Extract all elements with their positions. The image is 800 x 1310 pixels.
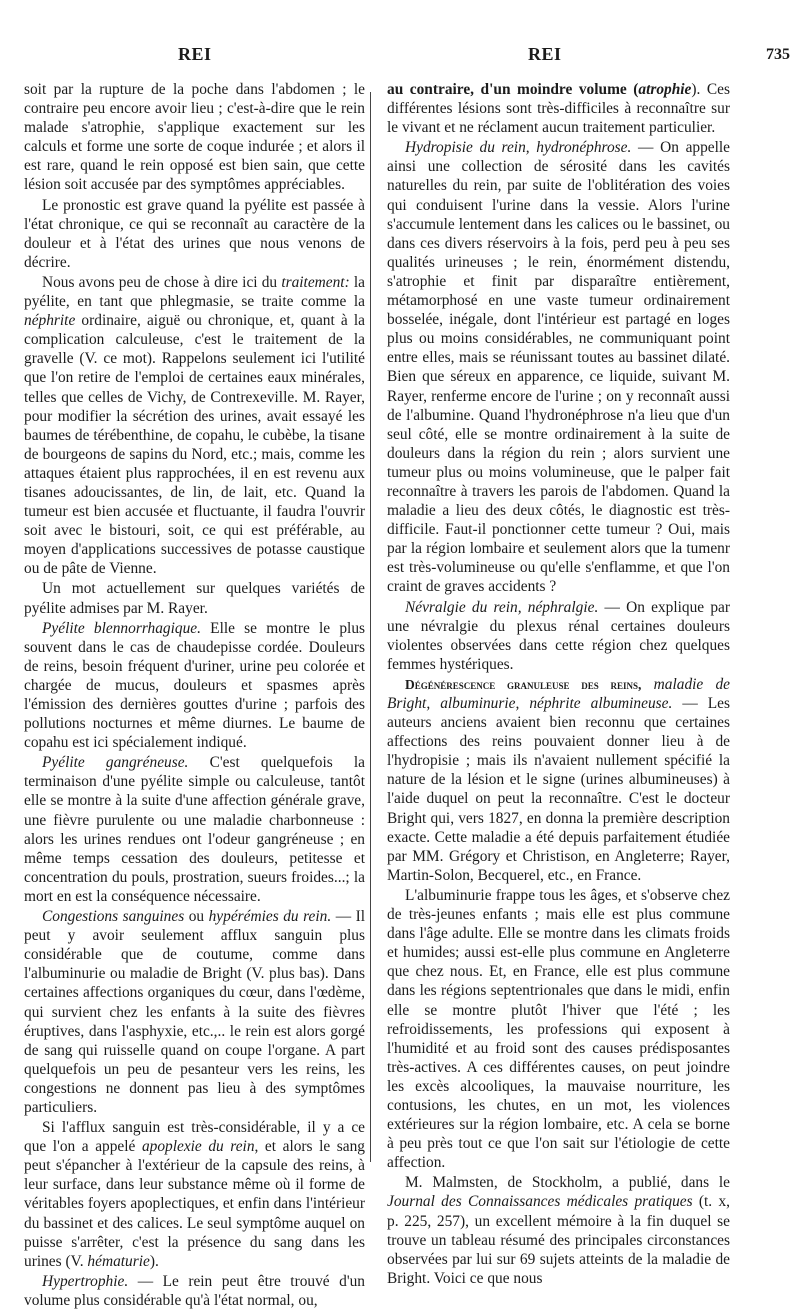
section-heading: Dégénérescence granuleuse des reins,: [405, 676, 642, 692]
paragraph: Un mot actuellement sur quelques variétés de pyélite admises par M. Rayer.: [24, 580, 365, 617]
paragraph: Nous avons peu de chose à dire ici du traitement: la pyélite, en tant que phlegmasie, se traite comme la néphrite ordinaire, aiguë ou chronique, et, quant à la complication calculeuse, c'est le traitement de la gravelle (V. ce mot). Rappelons seulement ici l'utilité que l'on retire de l'emploi de certaines eaux minérales, telles que celles de Vichy, de Contrexeville. M. Rayer, pour modifier la sécrétion des urines, avait essayé les baumes de térébenthine, de copahu, le cubèbe, la tisane de bourgeons de sapins du Nord, etc.; mais, comme les attaques étaient plus rapprochées, il en est revenu aux tisanes adoucissantes, de lin, de lait, etc. Quand la tumeur est bien accusée et fluctuante, il faudra l'ouvrir soit avec le bistouri, soit, ce qui est préférable, au moyen d'applications successives de potasse caustique ou de pâte de Vienne.: [24, 273, 365, 578]
left-running-head: REI: [178, 44, 212, 64]
paragraph: soit par la rupture de la poche dans l'abdomen ; le contraire peu encore avoir lieu ; c'est-à-dire que le rein malade s'atrophie, s'applique exactement sur les calculs et forme une sorte de coque indurée ; et alors il est rare, quand le rein opposé est bien sain, que cette lésion soit accusée par des symptômes appréciables.: [24, 81, 365, 194]
section-heading: Hypertrophie.: [42, 1272, 129, 1290]
section-heading: Pyélite blennorrhagique.: [42, 619, 201, 637]
paragraph: Pyélite blennorrhagique. Elle se montre le plus souvent dans le cas de chaudepisse cordée. Douleurs de reins, besoin fréquent d'uriner, urine peu colorée et chargée de mucus, douleurs et spasmes après l'émission des dernières gouttes d'urine ; parfois des pollutions nocturnes et même diurnes. Le baume de copahu est ici spécialement indiqué.: [24, 619, 366, 752]
left-column: [24, 80, 365, 1310]
page-header: [0, 44, 800, 72]
paragraph: Le pronostic est grave quand la pyélite est passée à l'état chronique, ce qui se reconnaît au caractère de la douleur et à l'état des urines que nous venons de décrire.: [24, 196, 365, 271]
paragraph: M. Malmsten, de Stockholm, a publié, dans le Journal des Connaissances médicales pratiques (t. x, p. 225, 257), un excellent mémoire à la fin duquel se trouve un tableau résumé des principales circonstances observées par lui sur 69 sujets atteints de la maladie de Bright. Voici ce que nous: [387, 1174, 730, 1287]
paragraph: au contraire, d'un moindre volume (atrophie). Ces différentes lésions sont très-difficiles à reconnaître sur le vivant et ne réclament aucun traitement particulier.: [387, 81, 730, 137]
paragraph: Si l'afflux sanguin est très-considérable, il y a ce que l'on a appelé apoplexie du rein, et alors le sang peut s'épancher à l'extérieur de la capsule des reins, à leur surface, dans leur substance même où il forme de véritables foyers apoplectiques, et enfin dans l'intérieur du bassinet et des calices. Le seul symptôme auquel on puisse s'arrêter, c'est la présence du sang dans les urines (V. hématurie).: [24, 1119, 365, 1270]
paragraph: Névralgie du rein, néphralgie. — On explique par une névralgie du plexus rénal certaines douleurs violentes observées dans cette région chez quelques femmes hystériques.: [387, 598, 730, 673]
section-heading: Congestions sanguines: [42, 908, 185, 926]
section-heading: Hydropisie du rein, hydronéphrose.: [405, 139, 632, 157]
paragraph: Pyélite gangréneuse. C'est quelquefois la terminaison d'une pyélite simple ou calculeuse, tantôt elle se montre à la suite d'une affection générale grave, une fièvre purulente ou une maladie charbonneuse : alors les urines rendues ont l'odeur gangréneuse ; en même temps cessation des douleurs, petitesse et concentration du pouls, prostration, sueurs froides...; la mort en est la conséquence nécessaire.: [24, 754, 366, 905]
paragraph: L'albuminurie frappe tous les âges, et s'observe chez de très-jeunes enfants ; mais elle est plus commune dans l'âge adulte. Elle se montre dans les climats froids et humides; aussi est-elle plus commune en Angleterre que chez nous. Et, en France, elle est plus commune dans les régions septentrionales que dans le midi, enfin elle se montre plutôt l'hiver que l'été ; les refroidissements, les professions qui exposent à l'humidité et au froid sont des causes prédisposantes très-actives. A ces différentes causes, on peut joindre les excès alcooliques, la mauvaise nourriture, les contusions, les chutes, en un mot, les violences extérieures sur la région lombaire, etc. A cela se borne à peu près tout ce que l'on sait sur l'étiologie de cette affection.: [387, 886, 730, 1172]
paragraph: Dégénérescence granuleuse des reins, maladie de Bright, albuminurie, néphrite albumineuse. — Les auteurs anciens avaient bien reconnu que certaines affections des reins pouvaient donner lieu à de l'hydropisie ; mais ils n'avaient nullement spécifié la nature de la lésion et le signe (urines albumineuses) à l'aide duquel on peut la reconnaître. C'est le docteur Bright qui, vers 1827, en donna la première description exacte. Cette maladie a été depuis parfaitement étudiée par MM. Grégory et Christison, en Angleterre; Rayer, Martin-Solon, Becquerel, etc., en France.: [387, 675, 730, 884]
column-divider: [370, 92, 371, 1162]
paragraph: Congestions sanguines ou hypérémies du rein. — Il peut y avoir seulement afflux sanguin plus considérable que de coutume, comme dans l'albuminurie ou maladie de Bright (V. plus bas). Dans certaines affections organiques du cœur, dans l'œdème, qui survient chez les enfants à la suite des fièvres éruptives, dans l'asphyxie, etc.,.. le rein est alors gorgé de sang qui ruisselle quand on coupe l'organe. A part quelquefois un peu de pesanteur vers les reins, les congestions ne donnent pas lieu à des symptômes particuliers.: [24, 908, 366, 1116]
right-column: [387, 80, 730, 1288]
right-running-head: REI: [528, 44, 562, 64]
page-number: 735: [766, 46, 790, 63]
paragraph: Hypertrophie. — Le rein peut être trouvé d'un volume plus considérable qu'à l'état normal, ou,: [24, 1272, 365, 1309]
section-heading: Névralgie du rein, néphralgie.: [405, 598, 599, 616]
paragraph: Hydropisie du rein, hydronéphrose. — On appelle ainsi une collection de sérosité dans les cavités naturelles du rein, par suite de l'oblitération des voies qui conduisent l'urine dans la vessie. Alors l'urine s'accumule lentement dans les calices ou le bassinet, ou dans ces divers réservoirs à la fois, perd peu à peu ses qualités urineuses ; le rein, énormément distendu, s'atrophie et finit par disparaître entièrement, métamorphosé en une vaste tumeur ordinairement bosselée, inégale, dont l'intérieur est partagé en loges plus ou moins considérables, ne communiquant point entre elles, mais se réunissant toutes au bassinet dilaté. Bien que séreux en apparence, ce liquide, suivant M. Rayer, renferme encore de l'urine ; on y reconnaît aussi de l'albumine. Quand l'hydronéphrose n'a lieu que d'un seul côté, elle se montre ordinairement à la suite de douleurs dans la région du rein ; alors survient une tumeur plus ou moins volumineuse, que le palper fait reconnaître à travers les parois de l'abdomen. Quand la maladie a lieu des deux côtés, le diagnostic est très-difficile. Faut-il ponctionner cette tumeur ? Oui, mais par la région lombaire et seulement alors que la tumenr est très-volumineuse ou qu'elle s'enflamme, et que l'on craint de graves accidents ?: [387, 139, 730, 596]
section-heading: Pyélite gangréneuse.: [42, 754, 189, 772]
